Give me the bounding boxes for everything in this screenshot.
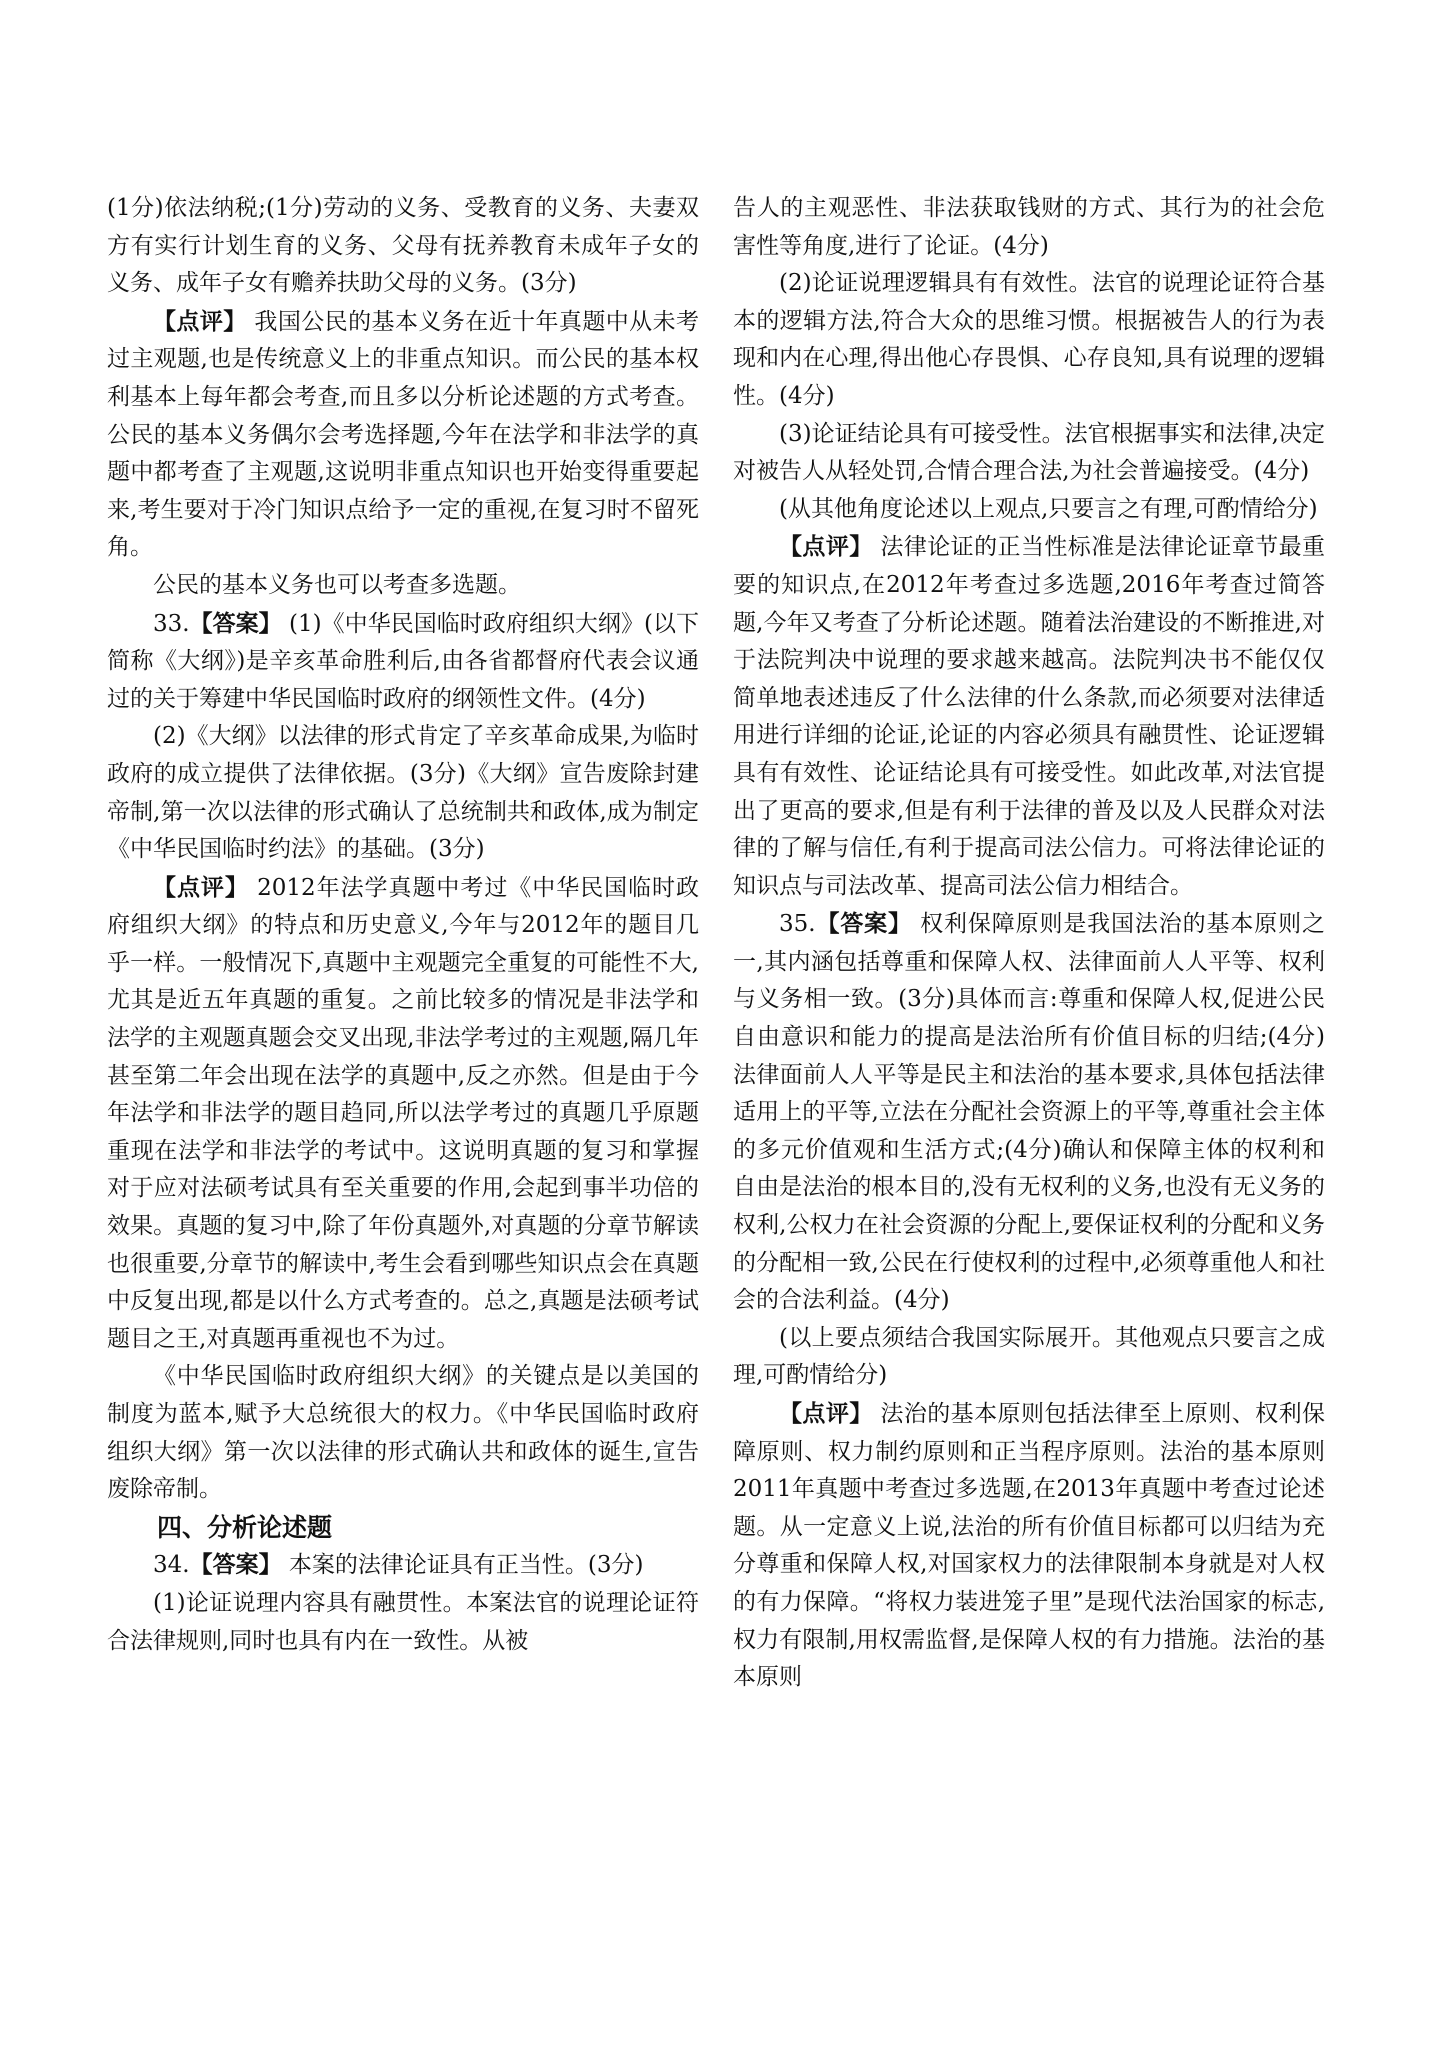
- paragraph: 【点评】 2012年法学真题中考过《中华民国临时政府组织大纲》的特点和历史意义,今年与2012年的题目几乎一样。一般情况下,真题中主观题完全重复的可能性不大,尤其是近五年真题的重复。之前比较多的情况是非法学和法学的主观题真题会交叉出现,非法学考过的主观题,隔几年甚至第二年会出现在法学的真题中,反之亦然。但是由于今年法学和非法学的题目趋同,所以法学考过的真题几乎原题重现在法学和非法学的考试中。这说明真题的复习和掌握对于应对法硕考试具有至关重要的作用,会起到事半功倍的效果。真题的复习中,除了年份真题外,对真题的分章节解读也很重要,分章节的解读中,考生会看到哪些知识点会在真题中反复出现,都是以什么方式考查的。总之,真题是法硕考试题目之王,对真题再重视也不为过。: [107, 873, 699, 1352]
- paragraph: (1分)依法纳税;(1分)劳动的义务、受教育的义务、夫妻双方有实行计划生育的义务、父母有抚养教育未成年子女的义务、成年子女有赡养扶助父母的义务。(3分): [107, 195, 699, 297]
- answer-paragraph: 33.【答案】 (1)《中华民国临时政府组织大纲》(以下简称《大纲》)是辛亥革命胜利后,由各省都督府代表会议通过的关于筹建中华民国临时政府的纲领性文件。(4分): [107, 609, 699, 712]
- question-number: 35.: [779, 911, 816, 938]
- answer-tag: 【答案】: [189, 609, 282, 637]
- left-column: [107, 190, 699, 1660]
- paragraph: 【点评】 法律论证的正当性标准是法律论证章节最重要的知识点,在2012年考查过多选题,2016年考查过简答题,今年又考查了分析论述题。随着法治建设的不断推进,对于法院判决中说理的要求越来越高。法院判决书不能仅仅简单地表述违反了什么法律的什么条款,而必须要对法律适用进行详细的论证,论证的内容必须具有融贯性、论证逻辑具有有效性、论证结论具有可接受性。如此改革,对法官提出了更高的要求,但是有利于法律的普及以及人民群众对法律的了解与信任,有利于提高司法公信力。可将法律论证的知识点与司法改革、提高司法公信力相结合。: [733, 533, 1326, 899]
- comment-tag: 【点评】: [779, 1400, 873, 1427]
- paragraph: 【点评】 法治的基本原则包括法律至上原则、权利保障原则、权力制约原则和正当程序原则。法治的基本原则2011年真题中考查过多选题,在2013年真题中考查过论述题。从一定意义上说,法治的所有价值目标都可以归结为充分尊重和保障人权,对国家权力的法律限制本身就是对人权的有力保障。“将权力装进笼子里”是现代法治国家的标志,权力有限制,用权需监督,是保障人权的有力措施。法治的基本原则: [733, 1400, 1326, 1691]
- paragraph: (从其他角度论述以上观点,只要言之有理,可酌情给分): [779, 495, 1318, 522]
- question-number: 33.: [153, 610, 190, 637]
- paragraph: 告人的主观恶性、非法获取钱财的方式、其行为的社会危害性等角度,进行了论证。(4分): [733, 195, 1325, 259]
- comment-tag: 【点评】: [153, 307, 247, 335]
- paragraph: (2)《大纲》以法律的形式肯定了辛亥革命成果,为临时政府的成立提供了法律依据。(3分)《大纲》宣告废除封建帝制,第一次以法律的形式确认了总统制共和政体,成为制定《中华民国临时约法》的基础。(3分): [107, 723, 699, 863]
- comment-tag: 【点评】: [779, 533, 873, 561]
- answer-paragraph: 35.【答案】 权利保障原则是我国法治的基本原则之一,其内涵包括尊重和保障人权、法律面前人人平等、权利与义务相一致。(3分)具体而言:尊重和保障人权,促进公民自由意识和能力的提高是法治所有价值目标的归结;(4分)法律面前人人平等是民主和法治的基本要求,具体包括法律适用上的平等,立法在分配社会资源上的平等,尊重社会主体的多元价值观和生活方式;(4分)确认和保障主体的权利和自由是法治的根本目的,没有无权利的义务,也没有无义务的权利,公权力在社会资源的分配上,要保证权利的分配和义务的分配相一致,公民在行使权利的过程中,必须尊重他人和社会的合法利益。(4分): [733, 910, 1325, 1314]
- paragraph: 《中华民国临时政府组织大纲》的关键点是以美国的制度为蓝本,赋予大总统很大的权力。《中华民国临时政府组织大纲》第一次以法律的形式确认共和政体的诞生,宣告废除帝制。: [107, 1363, 699, 1503]
- answer-tag: 【答案】: [189, 1551, 282, 1579]
- paragraph: (1)论证说理内容具有融贯性。本案法官的说理论证符合法律规则,同时也具有内在一致性。从被: [107, 1589, 699, 1654]
- paragraph: 【点评】 我国公民的基本义务在近十年真题中从未考过主观题,也是传统意义上的非重点知识。而公民的基本权利基本上每年都会考查,而且多以分析论述题的方式考查。公民的基本义务偶尔会考选择题,今年在法学和非法学的真题中都考查了主观题,这说明非重点知识也开始变得重要起来,考生要对于冷门知识点给予一定的重视,在复习时不留死角。: [107, 307, 700, 561]
- paragraph: (2)论证说理逻辑具有有效性。法官的说理论证符合基本的逻辑方法,符合大众的思维习惯。根据被告人的行为表现和内在心理,得出他心存畏惧、心存良知,具有说理的逻辑性。(4分): [733, 270, 1325, 409]
- paragraph: (3)论证结论具有可接受性。法官根据事实和法律,决定对被告人从轻处罚,合情合理合法,为社会普遍接受。(4分): [733, 420, 1325, 485]
- answer-tag: 【答案】: [815, 910, 912, 938]
- paragraph: (以上要点须结合我国实际展开。其他观点只要言之成理,可酌情给分): [733, 1324, 1325, 1389]
- answer-paragraph: 34.【答案】 本案的法律论证具有正当性。(3分): [153, 1551, 644, 1579]
- comment-tag: 【点评】: [153, 873, 249, 901]
- section-heading: 四、分析论述题: [157, 1512, 333, 1542]
- question-number: 34.: [153, 1552, 190, 1579]
- right-column: [733, 190, 1325, 1697]
- paragraph: 公民的基本义务也可以考查多选题。: [153, 571, 521, 598]
